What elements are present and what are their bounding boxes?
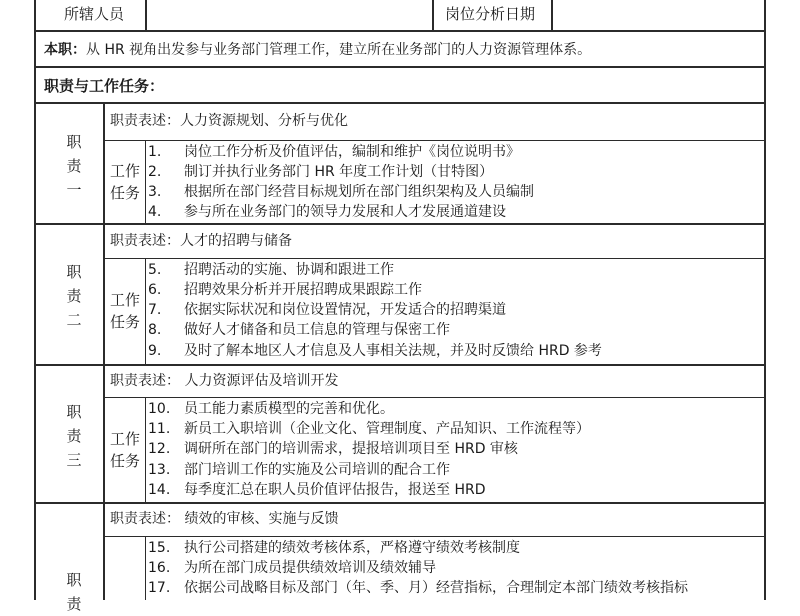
task-item: 15. 执行公司搭建的绩效考核体系，严格遵守绩效考核制度 — [148, 540, 520, 556]
analysis-date-label: 岗位分析日期 — [445, 5, 536, 23]
table-border-left — [34, 0, 36, 600]
task-item: 9. 及时了解本地区人才信息及人事相关法规，并及时反馈给 HRD 参考 — [148, 343, 602, 359]
role-label: 本职： — [44, 42, 86, 58]
duty-3-description: 职责表述： 人力资源评估及培训开发 — [110, 373, 339, 389]
header-cell-divider — [432, 0, 434, 30]
duty-1-task-label: 工作 任务 — [109, 162, 140, 202]
task-item: 12. 调研所在部门的培训需求，提报培训项目至 HRD 审核 — [148, 441, 518, 457]
task-item: 16. 为所在部门成员提供绩效培训及绩效辅导 — [148, 560, 436, 576]
row-divider — [34, 364, 766, 366]
task-item: 14. 每季度汇总在职人员价值评估报告，报送至 HRD — [148, 482, 486, 498]
row-divider — [34, 223, 766, 225]
task-item: 11. 新员工入职培训（企业文化、管理制度、产品知识、工作流程等） — [148, 421, 590, 437]
task-item: 8. 做好人才储备和员工信息的管理与保密工作 — [148, 322, 450, 338]
task-item: 1. 岗位工作分析及价值评估，编制和维护《岗位说明书》 — [148, 144, 520, 160]
description-divider — [103, 258, 764, 259]
row-divider — [34, 66, 766, 68]
task-item: 10. 员工能力素质模型的完善和优化。 — [148, 401, 394, 417]
duty-1-label: 职 责 一 — [66, 133, 82, 199]
duty-2-description: 职责表述：人才的招聘与储备 — [110, 233, 292, 249]
duty-3-task-label: 工作 任务 — [109, 430, 140, 470]
duty-4-label: 职 责 — [66, 571, 82, 613]
duty-column-divider — [103, 102, 105, 600]
duty-4-description: 职责表述： 绩效的审核、实施与反馈 — [110, 511, 339, 527]
staff-label: 所辖人员 — [64, 5, 125, 23]
task-column-divider — [145, 397, 146, 502]
task-item: 13. 部门培训工作的实施及公司培训的配合工作 — [148, 462, 450, 478]
task-item: 6. 招聘效果分析并开展招聘成果跟踪工作 — [148, 282, 422, 298]
task-item: 2. 制订并执行业务部门 HR 年度工作计划（甘特图） — [148, 164, 494, 180]
duty-1-description: 职责表述：人力资源规划、分析与优化 — [110, 113, 348, 129]
duty-2-task-label: 工作 任务 — [109, 291, 140, 331]
role-statement — [44, 41, 591, 59]
role-text: 从 HR 视角出发参与业务部门管理工作，建立所在业务部门的人力资源管理体系。 — [86, 42, 592, 58]
description-divider — [103, 140, 764, 141]
description-divider — [103, 536, 764, 537]
row-divider — [34, 102, 766, 104]
row-divider — [34, 502, 766, 504]
description-divider — [103, 397, 764, 398]
task-item: 17. 依据公司战略目标及部门（年、季、月）经营指标，合理制定本部门绩效考核指标 — [148, 580, 688, 596]
section-title: 职责与工作任务： — [44, 77, 165, 95]
task-item: 4. 参与所在业务部门的领导力发展和人才发展通道建设 — [148, 204, 506, 220]
table-border-right — [764, 0, 766, 600]
task-column-divider — [145, 258, 146, 364]
header-cell-divider — [551, 0, 553, 30]
row-divider — [34, 30, 766, 32]
task-column-divider — [145, 140, 146, 223]
task-item: 5. 招聘活动的实施、协调和跟进工作 — [148, 262, 394, 278]
duty-2-label: 职 责 二 — [66, 263, 82, 329]
task-item: 3. 根据所在部门经营目标规划所在部门组织架构及人员编制 — [148, 184, 534, 200]
task-column-divider — [145, 536, 146, 600]
task-item: 7. 依据实际状况和岗位设置情况，开发适合的招聘渠道 — [148, 302, 506, 318]
header-cell-divider — [145, 0, 147, 30]
duty-3-label: 职 责 三 — [66, 403, 82, 469]
